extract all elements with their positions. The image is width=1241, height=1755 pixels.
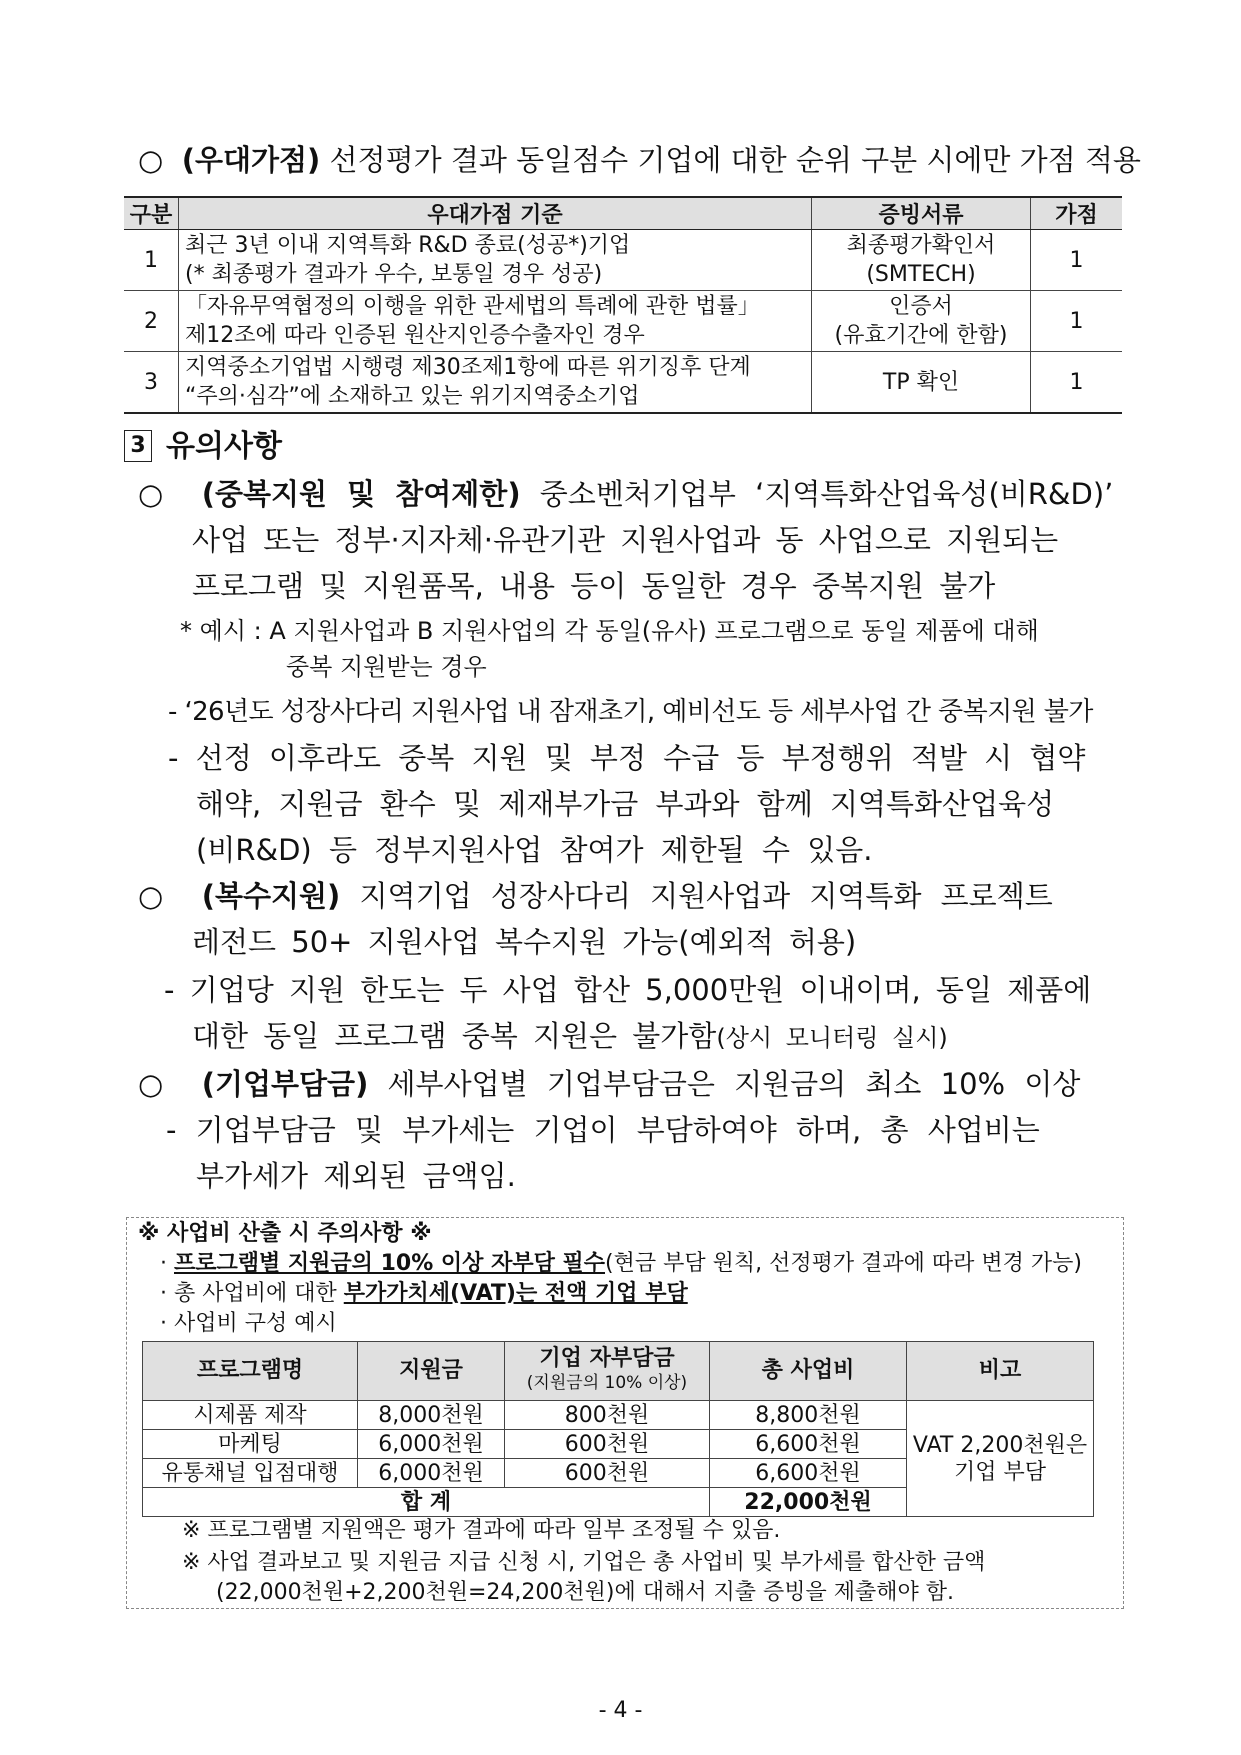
cell-program: 유통채널 입점대행 — [143, 1459, 358, 1488]
bullet-dot: · — [160, 1251, 174, 1276]
cost-bullet-3-text: 사업비 구성 예시 — [174, 1311, 337, 1336]
intro-text: 선정평가 결과 동일점수 기업에 대한 순위 구분 시에만 가점 적용 — [329, 143, 1141, 177]
dash-line-2c: (비R&D) 등 정부지원사업 참여가 제한될 수 있음. — [196, 833, 873, 867]
cell-grant: 8,000천원 — [358, 1401, 505, 1430]
bullet-dot: · — [160, 1281, 174, 1306]
header-grant: 지원금 — [358, 1342, 505, 1401]
cost-bullet-1-rest: (현금 부담 원칙, 선정평가 결과에 따라 변경 가능) — [605, 1251, 1082, 1276]
burden-text: 세부사업별 기업부담금은 지원금의 최소 10% 이상 — [387, 1067, 1081, 1101]
row-points: 1 — [1031, 230, 1123, 291]
row-points: 1 — [1031, 291, 1123, 352]
cost-example-table — [142, 1341, 1094, 1517]
criteria-line: 지역중소기업법 시행령 제30조제1항에 따른 위기징후 단계 — [185, 355, 751, 380]
cost-bullet-2-text: 총 사업비에 대한 — [174, 1281, 344, 1306]
cell-note — [907, 1401, 1094, 1517]
limit-note: (상시 모니터링 실시) — [716, 1024, 948, 1052]
bullet-circle: ○ — [138, 477, 202, 511]
cell-self: 600천원 — [505, 1430, 710, 1459]
criteria-line: “주의·심각”에 소재하고 있는 위기지역중소기업 — [185, 384, 640, 409]
table-header-row — [124, 197, 1122, 230]
multi-line-1 — [138, 876, 1053, 916]
cell-grant: 6,000천원 — [358, 1459, 505, 1488]
cost-footnote-2a: ※ 사업 결과보고 및 지원금 지급 신청 시, 기업은 총 사업비 및 부가세를 합산한 금액 — [182, 1550, 986, 1575]
table-row — [124, 230, 1122, 291]
multi-line-2: 레전드 50+ 지원사업 복수지원 가능(예외적 허용) — [192, 925, 857, 959]
cell-total: 6,600천원 — [710, 1430, 907, 1459]
criteria-line: 「자유무역협정의 이행을 위한 관세법의 특례에 관한 법률」 — [185, 294, 760, 319]
duplicate-text: 중소벤처기업부 ‘지역특화산업육성(비R&D)’ — [539, 477, 1114, 511]
duplicate-line-3: 프로그램 및 지원품목, 내용 등이 동일한 경우 중복지원 불가 — [192, 569, 996, 603]
doc-line: (SMTECH) — [866, 262, 976, 287]
section-title: 유의사항 — [166, 429, 282, 464]
limit-line-2 — [192, 1016, 948, 1058]
header-criteria: 우대가점 기준 — [179, 197, 812, 230]
criteria-line: 최근 3년 이내 지역특화 R&D 종료(성공*)기업 — [185, 233, 631, 258]
cell-grant: 6,000천원 — [358, 1430, 505, 1459]
header-doc: 증빙서류 — [812, 197, 1031, 230]
cell-self: 800천원 — [505, 1401, 710, 1430]
cost-footnote-2b: (22,000천원+2,200천원=24,200천원)에 대해서 지출 증빙을 제출해야 함. — [216, 1580, 954, 1605]
dash-line-1: - ‘26년도 성장사다리 지원사업 내 잠재초기, 예비선도 등 세부사업 간 중복지원 불가 — [168, 697, 1093, 727]
cost-footnote-1: ※ 프로그램별 지원액은 평가 결과에 따라 일부 조정될 수 있음. — [182, 1518, 781, 1543]
bullet-circle: ○ — [138, 879, 202, 913]
bullet-dot: · — [160, 1311, 174, 1336]
multi-text: 지역기업 성장사다리 지원사업과 지역특화 프로젝트 — [359, 879, 1053, 913]
row-points: 1 — [1031, 352, 1123, 414]
doc-line: TP 확인 — [882, 369, 960, 395]
row-criteria — [179, 230, 812, 291]
header-note: 비고 — [907, 1342, 1094, 1401]
criteria-line: (* 최종평가 결과가 우수, 보통일 경우 성공) — [185, 262, 603, 287]
duplicate-line-1 — [138, 474, 1113, 514]
burden-line-1 — [138, 1064, 1080, 1104]
doc-line: 최종평가확인서 — [846, 233, 996, 258]
cell-program: 마케팅 — [143, 1430, 358, 1459]
cost-bullet-2 — [160, 1279, 688, 1309]
cell-self: 600천원 — [505, 1459, 710, 1488]
header-self-label: 기업 자부담금 — [539, 1346, 675, 1371]
cost-bullet-1-emph: 프로그램별 지원금의 10% 이상 자부담 필수 — [174, 1251, 605, 1276]
limit-text: 대한 동일 프로그램 중복 지원은 불가함 — [192, 1019, 717, 1053]
duplicate-label: (중복지원 및 참여제한) — [201, 477, 521, 511]
cell-total: 8,800천원 — [710, 1401, 907, 1430]
duplicate-line-2: 사업 또는 정부·지자체·유관기관 지원사업과 동 사업으로 지원되는 — [192, 523, 1059, 557]
table-header-row — [143, 1342, 1094, 1401]
table-row — [143, 1401, 1094, 1430]
dash-line-2a: - 선정 이후라도 중복 지원 및 부정 수급 등 부정행위 적발 시 협약 — [168, 741, 1086, 775]
header-self — [505, 1342, 710, 1401]
doc-line: (유효기간에 한함) — [834, 323, 1008, 348]
table-row — [124, 352, 1122, 414]
header-points: 가점 — [1031, 197, 1123, 230]
example-line-2: 중복 지원받는 경우 — [286, 653, 487, 681]
dash-line-2b: 해약, 지원금 환수 및 제재부가금 부과와 함께 지역특화산업육성 — [196, 787, 1055, 821]
header-program: 프로그램명 — [143, 1342, 358, 1401]
section-heading — [124, 427, 282, 467]
note-line: VAT 2,200천원은 — [912, 1432, 1088, 1458]
cost-bullet-3 — [160, 1309, 337, 1339]
limit-line-1: - 기업당 지원 한도는 두 사업 합산 5,000만원 이내이며, 동일 제품에 — [164, 973, 1092, 1007]
cell-program: 시제품 제작 — [143, 1401, 358, 1430]
criteria-line: 제12조에 따라 인증된 원산지인증수출자인 경우 — [185, 323, 645, 348]
multi-label: (복수지원) — [201, 879, 341, 913]
row-no: 1 — [124, 230, 179, 291]
vat-line-2: 부가세가 제외된 금액임. — [196, 1159, 516, 1193]
row-no: 2 — [124, 291, 179, 352]
note-line: 기업 부담 — [953, 1459, 1046, 1485]
row-doc — [812, 230, 1031, 291]
cost-box-title: ※ 사업비 산출 시 주의사항 ※ — [138, 1221, 432, 1246]
bullet-circle: ○ — [138, 1067, 202, 1101]
section-number-box: 3 — [124, 430, 152, 462]
burden-label: (기업부담금) — [201, 1067, 369, 1101]
row-criteria — [179, 291, 812, 352]
page-number: - 4 - — [598, 1698, 643, 1723]
header-no: 구분 — [124, 197, 179, 230]
preference-table — [124, 196, 1122, 414]
intro-label: (우대가점) — [181, 143, 321, 177]
example-line-1: * 예시 : A 지원사업과 B 지원사업의 각 동일(유사) 프로그램으로 동일 제품에 대해 — [180, 617, 1039, 645]
cell-sum-total: 22,000천원 — [710, 1488, 907, 1517]
vat-line-1: - 기업부담금 및 부가세는 기업이 부담하여야 하며, 총 사업비는 — [166, 1113, 1040, 1147]
bullet-circle: ○ — [138, 143, 182, 177]
row-doc — [812, 291, 1031, 352]
doc-line: 인증서 — [889, 294, 953, 319]
row-doc — [812, 352, 1031, 414]
cost-bullet-2-emph: 부가가치세(VAT)는 전액 기업 부담 — [343, 1281, 688, 1306]
row-no: 3 — [124, 352, 179, 414]
cost-bullet-1 — [160, 1249, 1082, 1279]
table-row — [124, 291, 1122, 352]
row-criteria — [179, 352, 812, 414]
header-self-sub: (지원금의 10% 이상) — [526, 1373, 688, 1393]
header-total: 총 사업비 — [710, 1342, 907, 1401]
cell-sum-label: 합 계 — [143, 1488, 710, 1517]
cell-total: 6,600천원 — [710, 1459, 907, 1488]
intro-line — [138, 140, 1141, 180]
